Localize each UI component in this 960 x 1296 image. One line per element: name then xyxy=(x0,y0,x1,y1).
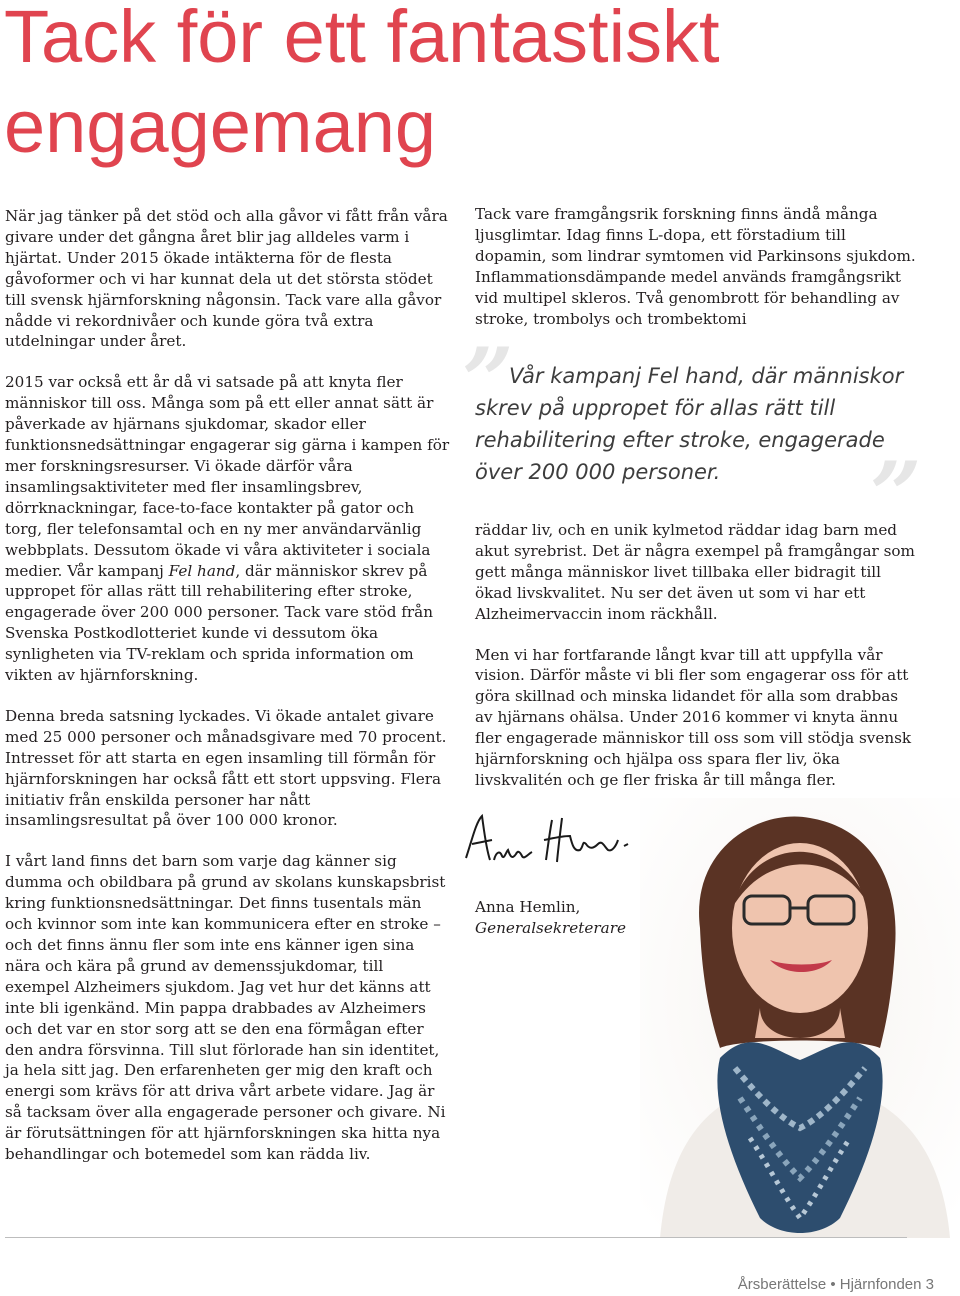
paragraph-research: Tack vare framgångsrik forskning finns ändå många ljusglimtar. Idag finns L-dopa, ett förstadium till dopamin, som lindrar symtomen vid Parkinsons sjukdom. Inflammationsdämpande medel används framgångsrikt vid multipel skleros. Två genombrott för behandling av stroke, trombolys och trombektomi xyxy=(475,205,916,328)
pull-quote: Vår kampanj Fel hand, där människor skrev på uppropet för allas rätt till rehabilitering efter stroke, engagerade över 200 000 personer. xyxy=(475,364,904,484)
paragraph-intro: När jag tänker på det stöd och alla gåvor vi fått från våra givare under det gångna året blir jag alldeles varm i hjärtat. Under 2015 ökade intäkterna för de flesta gåvoformer och vi har kunnat dela ut det största stödet till svensk hjärnforskning någonsin. Tack vare alla gåvor nådde vi rekordnivåer och kunde göra två extra utdelningar under året. xyxy=(5,207,448,351)
paragraph-results: Denna breda satsning lyckades. Vi ökade antalet givare med 25 000 personer och månadsgivare med 70 procent. Intresset för att starta en egen insamling till förmån för hjärnforskningen har också fått ett stort uppsving. Flera initiativ från enskilda personer har nått insamlingsresultat på över 100 000 kronor. xyxy=(5,706,447,830)
handwritten-signature xyxy=(462,810,637,870)
paragraph-vision: Men vi har fortfarande långt kvar till att uppfylla vår vision. Därför måste vi bli fler som engagerar oss för att göra skillnad och minska lidandet för alla som drabbas av hjärnans ohälsa. Under 2016 kommer vi knyta ännu fler engagerade människor till oss som vill stödja svensk hjärnforskning och hjälpa oss spara fler liv, öka livskvalitén och ge fler friska år till många fler. xyxy=(475,645,912,789)
paragraph-campaign: 2015 var också ett år då vi satsade på att knyta fler människor till oss. Många som på ett eller annat sätt är påverkade av hjärnans sjukdomar, skador eller funktionsnedsättningar engagerar sig gärna i kampen för mer forskningsresurser. Vi ökade därför våra insamlingsaktiviteter med fler insamlingsbrev, dörrknackningar, face-to-face kontakter på gator och torg, fler telefonsamtal och en ny mer användarvänlig webbplats. Dessutom ökade vi våra aktiviteter i sociala medier. Vår kampanj Fel hand, där människor skrev på uppropet för allas rätt till rehabilitering efter stroke, engagerade över 200 000 personer. Tack vare stöd från Svenska Postkodlotteriet kunde vi dessutom öka synligheten via TV-reklam och sprida information om vikten av hjärnforskning. xyxy=(5,373,450,685)
campaign-name: Fel hand xyxy=(168,561,236,580)
footer-divider xyxy=(5,1237,907,1238)
paragraph-successes: räddar liv, och en unik kylmetod räddar idag barn med akut syrebrist. Det är några exempel på framgångar som gett många människor livet tillbaka eller bidragit till ökad livskvalitet. Nu ser det även ut som vi har ett Alzheimervaccin inom räckhåll. xyxy=(475,521,915,623)
page-title: Tack för ett fantastiskt engagemang xyxy=(4,0,720,168)
signatory-role: Generalsekreterare xyxy=(475,919,626,937)
right-column-top xyxy=(475,204,920,349)
close-quote-icon: ” xyxy=(870,442,922,548)
open-quote-icon: ” xyxy=(462,328,514,434)
page-footer: Årsberättelse • Hjärnfonden 3 xyxy=(737,1276,934,1293)
left-column xyxy=(5,206,450,1185)
paragraph-personal: I vårt land finns det barn som varje dag känner sig dumma och obildbara på grund av skolans kunskapsbrist kring funktionsnedsättningar. Det finns tusentals män och kvinnor som inte kan kommunicera efter en stroke – och det finns ännu fler som inte ens känner igen sina nära och kära på grund av demenssjukdomar, till exempel Alzheimers sjukdom. Jag vet hur det känns att inte bli igenkänd. Min pappa drabbades av Alzheimers och det var en stor sorg att se den ena förmågan efter den andra försvinna. Till slut förlorade han sin identitet, ja hela sitt jag. Den erfarenheten ger mig den kraft och energi som krävs för att driva vårt arbete vidare. Jag är så tacksam över alla engagerade personer och givare. Ni är förutsättningen för att hjärnforskningen ska hitta nya behandlingar och botemedel som kan rädda liv. xyxy=(5,852,446,1164)
right-column-bottom xyxy=(475,520,920,811)
portrait-photo xyxy=(640,798,960,1238)
signatory-name: Anna Hemlin, xyxy=(475,898,581,916)
